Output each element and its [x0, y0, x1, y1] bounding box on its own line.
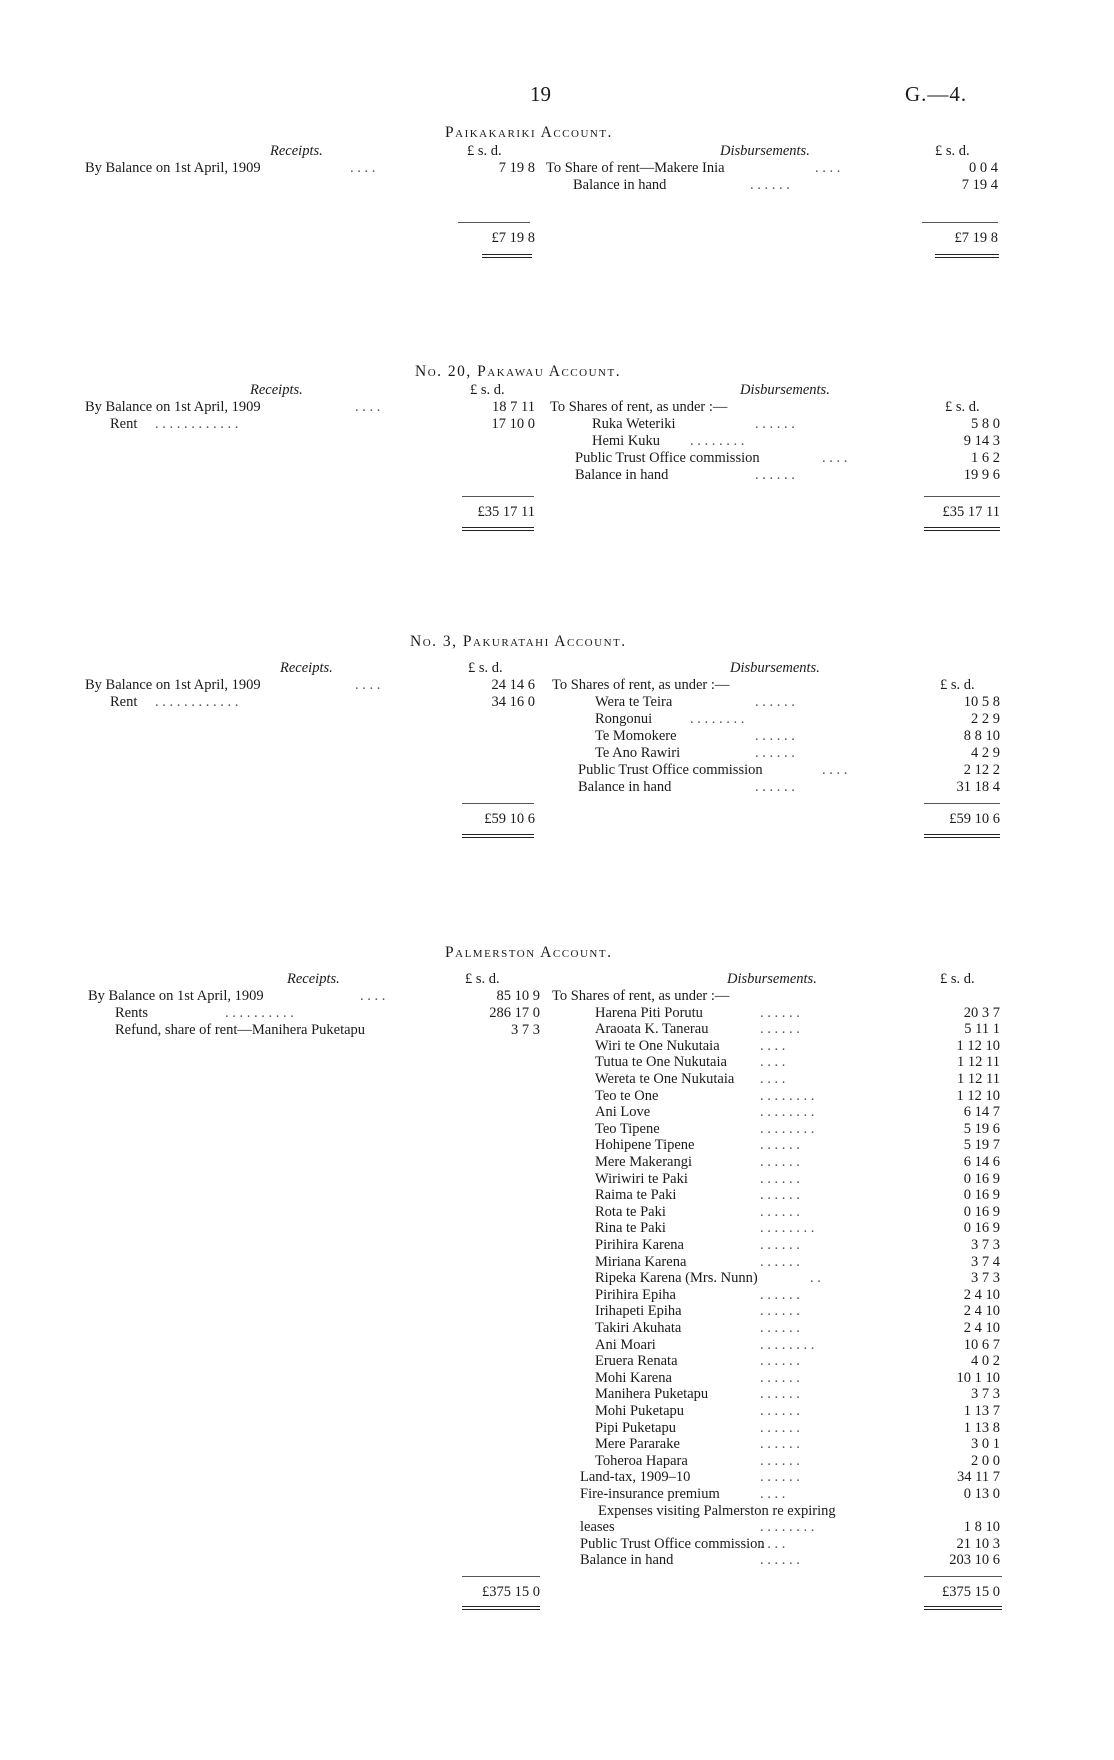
disbursement-label: Mohi Karena — [595, 1370, 672, 1386]
disbursement-label: Araoata K. Tanerau — [595, 1021, 709, 1037]
receipt-amount: 85 10 9 — [496, 988, 540, 1004]
disbursement-label: Rongonui — [595, 711, 653, 727]
leader-dots: . . . . . . . . . . . . — [155, 694, 239, 710]
leader-dots: . . . . . . — [760, 1469, 800, 1485]
disbursement-label: Mere Makerangi — [595, 1154, 693, 1170]
disbursement-label: To Shares of rent, as under :— — [550, 399, 728, 415]
lsd-header: £ s. d. — [468, 660, 503, 676]
disbursement-amount: 3 7 3 — [971, 1237, 1000, 1253]
leader-dots: . . . . — [760, 1054, 786, 1070]
disbursement-label: Ani Love — [595, 1104, 651, 1120]
disbursement-label: Mohi Puketapu — [595, 1403, 685, 1419]
leader-dots: . . . . . . . . — [760, 1519, 815, 1535]
disbursement-amount: 1 6 2 — [971, 450, 1000, 466]
disbursement-amount: 9 14 3 — [963, 433, 1000, 449]
leader-dots: . . . . . . — [760, 1005, 800, 1021]
receipts-total: £7 19 8 — [491, 230, 535, 246]
disbursement-label: Pirihira Epiha — [595, 1287, 676, 1303]
account-title: No. 20, Pakawau Account. — [415, 363, 622, 380]
receipt-amount: 17 10 0 — [491, 416, 535, 432]
leader-dots: . . . . — [760, 1486, 786, 1502]
leader-dots: . . . . . . — [760, 1353, 800, 1369]
disbursement-label: Ani Moari — [595, 1337, 656, 1353]
leader-dots: . . . . . . . . — [690, 711, 745, 727]
leader-dots: . . . . . . — [760, 1021, 800, 1037]
leader-dots: . . . . — [760, 1536, 786, 1552]
disbursement-label: Takiri Akuhata — [595, 1320, 682, 1336]
receipt-amount: 34 16 0 — [491, 694, 535, 710]
leader-dots: . . . . — [355, 399, 381, 415]
disbursement-amount: 0 16 9 — [963, 1187, 1000, 1203]
disbursement-label: Balance in hand — [580, 1552, 674, 1568]
leader-dots: . . . . . . — [760, 1552, 800, 1568]
disbursement-amount: 0 16 9 — [963, 1171, 1000, 1187]
disbursement-amount: 5 11 1 — [964, 1021, 1000, 1037]
disbursement-label: Public Trust Office commission — [580, 1536, 765, 1552]
leader-dots: . . . . . . — [760, 1137, 800, 1153]
disbursement-amount: 5 19 6 — [963, 1121, 1000, 1137]
disbursement-amount: 1 12 10 — [956, 1088, 1000, 1104]
disbursement-label: Te Momokere — [595, 728, 677, 744]
leader-dots: . . . . . . — [755, 779, 795, 795]
disbursement-label: Irihapeti Epiha — [595, 1303, 682, 1319]
lsd-header: £ s. d. — [945, 399, 980, 415]
leader-dots: . . . . . . — [760, 1171, 800, 1187]
disbursements-total: £59 10 6 — [949, 811, 1000, 827]
disbursement-amount: 0 0 4 — [969, 160, 998, 176]
sum-rule — [924, 803, 1000, 804]
disbursements-total: £7 19 8 — [954, 230, 998, 246]
leader-dots: . . . . . . — [760, 1370, 800, 1386]
disbursement-label: To Share of rent—Makere Inia — [546, 160, 725, 176]
disbursement-amount: 1 12 11 — [957, 1054, 1000, 1070]
sum-rule — [462, 1576, 540, 1577]
disbursement-label: Raima te Paki — [595, 1187, 677, 1203]
leader-dots: . . . . . . . . . . — [225, 1005, 294, 1021]
disbursement-amount: 6 14 6 — [963, 1154, 1000, 1170]
disbursements-header: Disbursements. — [740, 382, 830, 398]
disbursements-total: £35 17 11 — [942, 504, 1000, 520]
leader-dots: . . . . . . — [760, 1254, 800, 1270]
disbursement-label: Balance in hand — [575, 467, 669, 483]
sum-rule — [922, 222, 998, 223]
leader-dots: . . . . . . — [750, 177, 790, 193]
disbursement-amount: 3 7 3 — [971, 1270, 1000, 1286]
leader-dots: . . . . . . — [760, 1403, 800, 1419]
receipt-amount: 3 7 3 — [511, 1022, 540, 1038]
disbursement-label: Wera te Teira — [595, 694, 673, 710]
leader-dots: . . . . — [355, 677, 381, 693]
leader-dots: . . . . . . — [755, 745, 795, 761]
disbursement-amount: 1 13 7 — [963, 1403, 1000, 1419]
disbursements-total: £375 15 0 — [942, 1584, 1000, 1600]
disbursement-label: Mere Pararake — [595, 1436, 680, 1452]
disbursement-amount: 2 2 9 — [971, 711, 1000, 727]
disbursement-amount: 10 1 10 — [956, 1370, 1000, 1386]
receipts-total: £59 10 6 — [484, 811, 535, 827]
receipt-label: Rent — [110, 694, 138, 710]
series-code: G.—4. — [905, 82, 968, 106]
leader-dots: . . . . . . — [760, 1453, 800, 1469]
disbursement-label: Toheroa Hapara — [595, 1453, 688, 1469]
total-double-rule — [935, 254, 999, 258]
disbursement-label: Rina te Paki — [595, 1220, 666, 1236]
leader-dots: . . . . . . — [760, 1420, 800, 1436]
account-title: Paikakariki Account. — [445, 124, 613, 141]
receipts-header: Receipts. — [270, 143, 323, 159]
leader-dots: . . . . — [350, 160, 376, 176]
disbursement-label: Wereta te One Nukutaia — [595, 1071, 735, 1087]
disbursement-amount: 0 13 0 — [963, 1486, 1000, 1502]
leader-dots: . . . . . . — [760, 1204, 800, 1220]
disbursement-label: Land-tax, 1909–10 — [580, 1469, 691, 1485]
disbursement-label: Ruka Weteriki — [592, 416, 676, 432]
leader-dots: . . . . . . . . — [690, 433, 745, 449]
total-double-rule — [462, 1606, 540, 1610]
disbursement-label: Harena Piti Porutu — [595, 1005, 703, 1021]
account-title: Palmerston Account. — [445, 944, 613, 961]
leader-dots: . . — [810, 1270, 821, 1286]
disbursement-amount: 3 7 3 — [971, 1386, 1000, 1402]
disbursement-label: Miriana Karena — [595, 1254, 687, 1270]
leader-dots: . . . . . . — [755, 728, 795, 744]
leader-dots: . . . . . . . . — [760, 1121, 815, 1137]
disbursement-amount: 31 18 4 — [956, 779, 1000, 795]
receipts-header: Receipts. — [250, 382, 303, 398]
leader-dots: . . . . . . . . — [760, 1337, 815, 1353]
disbursement-label: Public Trust Office commission — [578, 762, 763, 778]
receipt-amount: 18 7 11 — [492, 399, 535, 415]
disbursement-amount: 8 8 10 — [963, 728, 1000, 744]
disbursements-header: Disbursements. — [720, 143, 810, 159]
total-double-rule — [924, 834, 1000, 838]
total-double-rule — [462, 834, 534, 838]
disbursement-amount: 20 3 7 — [963, 1005, 1000, 1021]
sum-rule — [924, 496, 1000, 497]
disbursement-amount: 3 7 4 — [971, 1254, 1000, 1270]
disbursement-amount: 5 8 0 — [971, 416, 1000, 432]
disbursement-label: To Shares of rent, as under :— — [552, 988, 730, 1004]
receipt-amount: 7 19 8 — [498, 160, 535, 176]
disbursement-label: Wiri te One Nukutaia — [595, 1038, 720, 1054]
receipts-total: £35 17 11 — [477, 504, 535, 520]
disbursement-label: Public Trust Office commission — [575, 450, 760, 466]
disbursement-label: Te Ano Rawiri — [595, 745, 681, 761]
leader-dots: . . . . — [822, 450, 848, 466]
lsd-header: £ s. d. — [467, 143, 502, 159]
leader-dots: . . . . . . — [760, 1287, 800, 1303]
disbursement-amount: 3 0 1 — [971, 1436, 1000, 1452]
leader-dots: . . . . . . — [760, 1320, 800, 1336]
disbursement-amount: 1 13 8 — [963, 1420, 1000, 1436]
leader-dots: . . . . . . . . . . . . — [155, 416, 239, 432]
receipt-label: By Balance on 1st April, 1909 — [85, 677, 261, 693]
disbursement-amount: 10 5 8 — [963, 694, 1000, 710]
leader-dots: . . . . — [822, 762, 848, 778]
disbursement-label: Hohipene Tipene — [595, 1137, 695, 1153]
disbursement-amount: 7 19 4 — [961, 177, 998, 193]
disbursement-amount: 6 14 7 — [963, 1104, 1000, 1120]
disbursement-amount: 10 6 7 — [963, 1337, 1000, 1353]
disbursement-amount: 5 19 7 — [963, 1137, 1000, 1153]
leader-dots: . . . . . . . . — [760, 1104, 815, 1120]
leader-dots: . . . . . . — [760, 1237, 800, 1253]
disbursement-amount: 34 11 7 — [957, 1469, 1000, 1485]
receipt-label: Refund, share of rent—Manihera Puketapu — [115, 1022, 366, 1038]
leader-dots: . . . . . . — [760, 1386, 800, 1402]
total-double-rule — [924, 1606, 1002, 1610]
leader-dots: . . . . . . — [755, 467, 795, 483]
disbursements-header: Disbursements. — [730, 660, 820, 676]
disbursement-amount: 4 0 2 — [971, 1353, 1000, 1369]
lsd-header: £ s. d. — [935, 143, 970, 159]
leader-dots: . . . . . . . . — [760, 1088, 815, 1104]
account-title: No. 3, Pakuratahi Account. — [410, 633, 627, 650]
disbursement-amount: 0 16 9 — [963, 1204, 1000, 1220]
leader-dots: . . . . — [360, 988, 386, 1004]
receipt-label: By Balance on 1st April, 1909 — [85, 160, 261, 176]
disbursement-amount: 2 12 2 — [963, 762, 1000, 778]
disbursement-label: Teo Tipene — [595, 1121, 660, 1137]
disbursement-amount: 2 4 10 — [963, 1303, 1000, 1319]
disbursement-amount: 203 10 6 — [949, 1552, 1000, 1568]
disbursement-label: Rota te Paki — [595, 1204, 666, 1220]
leader-dots: . . . . . . — [760, 1303, 800, 1319]
disbursement-amount: 1 12 11 — [957, 1071, 1000, 1087]
disbursement-label: Pipi Puketapu — [595, 1420, 676, 1436]
disbursement-label: Wiriwiri te Paki — [595, 1171, 688, 1187]
disbursement-label: Tutua te One Nukutaia — [595, 1054, 727, 1070]
sum-rule — [458, 222, 530, 223]
leader-dots: . . . . . . — [760, 1154, 800, 1170]
leader-dots: . . . . . . — [755, 694, 795, 710]
disbursement-label: Hemi Kuku — [592, 433, 661, 449]
sum-rule — [462, 803, 534, 804]
lsd-header: £ s. d. — [470, 382, 505, 398]
leader-dots: . . . . — [760, 1038, 786, 1054]
disbursement-label: Eruera Renata — [595, 1353, 678, 1369]
disbursement-label: Teo te One — [595, 1088, 659, 1104]
total-double-rule — [482, 254, 532, 258]
disbursement-label: Ripeka Karena (Mrs. Nunn) — [595, 1270, 758, 1286]
sum-rule — [462, 496, 534, 497]
disbursement-amount: 4 2 9 — [971, 745, 1000, 761]
disbursement-label: Expenses visiting Palmerston re expiring — [598, 1503, 836, 1519]
leader-dots: . . . . . . — [760, 1436, 800, 1452]
disbursement-amount: 1 12 10 — [956, 1038, 1000, 1054]
disbursement-amount: 2 0 0 — [971, 1453, 1000, 1469]
disbursement-label: Balance in hand — [573, 177, 667, 193]
sum-rule — [924, 1576, 1002, 1577]
leader-dots: . . . . — [815, 160, 841, 176]
disbursement-amount: 2 4 10 — [963, 1287, 1000, 1303]
page-number: 19 — [530, 82, 551, 106]
receipt-label: Rent — [110, 416, 138, 432]
disbursement-amount: 1 8 10 — [963, 1519, 1000, 1535]
disbursement-label: leases — [580, 1519, 615, 1535]
receipt-label: By Balance on 1st April, 1909 — [88, 988, 264, 1004]
receipt-amount: 24 14 6 — [491, 677, 535, 693]
lsd-header: £ s. d. — [940, 677, 975, 693]
leader-dots: . . . . — [760, 1071, 786, 1087]
receipt-label: By Balance on 1st April, 1909 — [85, 399, 261, 415]
receipts-total: £375 15 0 — [482, 1584, 540, 1600]
disbursement-amount: 21 10 3 — [956, 1536, 1000, 1552]
leader-dots: . . . . . . — [755, 416, 795, 432]
disbursement-amount: 0 16 9 — [963, 1220, 1000, 1236]
disbursement-amount: 19 9 6 — [963, 467, 1000, 483]
receipts-header: Receipts. — [287, 971, 340, 987]
disbursement-label: To Shares of rent, as under :— — [552, 677, 730, 693]
receipt-amount: 286 17 0 — [489, 1005, 540, 1021]
lsd-header: £ s. d. — [465, 971, 500, 987]
disbursement-label: Pirihira Karena — [595, 1237, 684, 1253]
lsd-header: £ s. d. — [940, 971, 975, 987]
disbursement-label: Fire-insurance premium — [580, 1486, 720, 1502]
disbursement-label: Balance in hand — [578, 779, 672, 795]
receipt-label: Rents — [115, 1005, 149, 1021]
disbursements-header: Disbursements. — [727, 971, 817, 987]
disbursement-label: Manihera Puketapu — [595, 1386, 709, 1402]
total-double-rule — [462, 527, 534, 531]
disbursement-amount: 2 4 10 — [963, 1320, 1000, 1336]
receipts-header: Receipts. — [280, 660, 333, 676]
leader-dots: . . . . . . . . — [760, 1220, 815, 1236]
leader-dots: . . . . . . — [760, 1187, 800, 1203]
total-double-rule — [924, 527, 1000, 531]
